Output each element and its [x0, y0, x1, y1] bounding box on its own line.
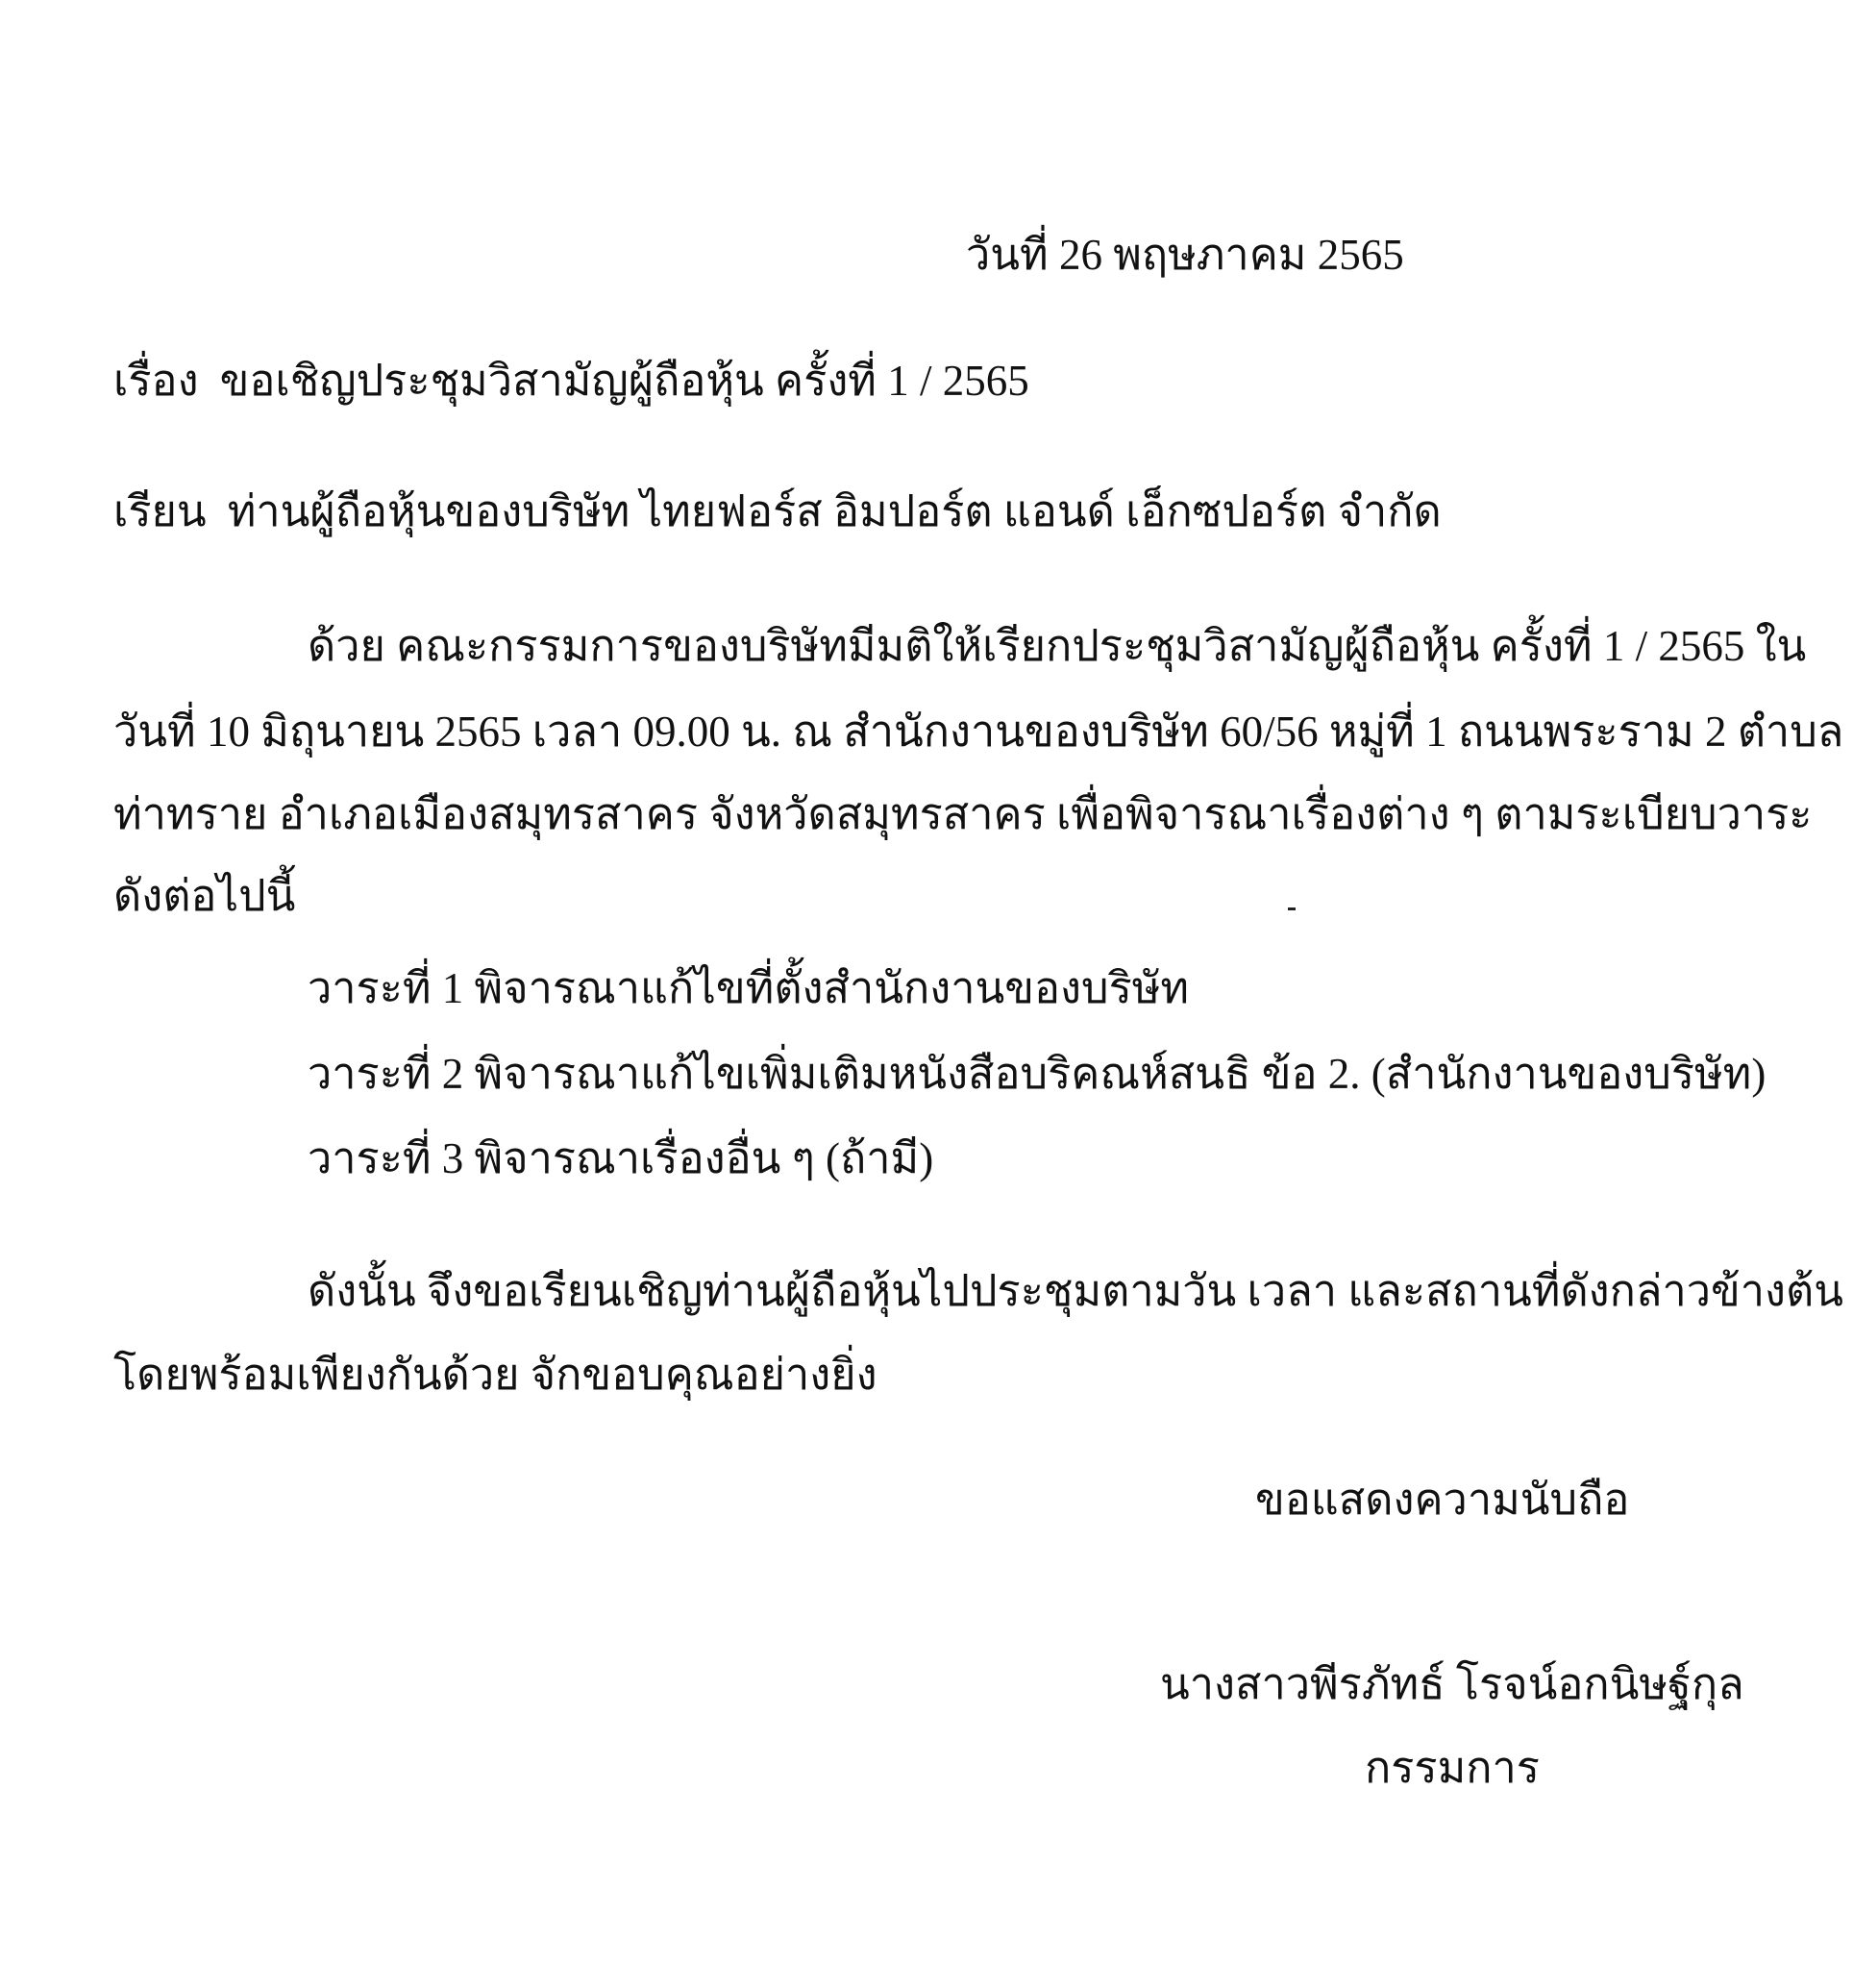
signer-title: กรรมการ: [1365, 1744, 1540, 1792]
salutation-line: [113, 483, 1442, 540]
salutation-text: ท่านผู้ถือหุ้นของบริษัท ไทยฟอร์ส อิมปอร์ต แอนด์ เอ็กซปอร์ต จำกัด: [227, 487, 1442, 535]
subject-label: เรื่อง: [113, 357, 199, 405]
subject-text: ขอเชิญประชุมวิสามัญผู้ถือหุ้น ครั้งที่ 1 / 2565: [219, 357, 1029, 405]
closing-paragraph-line: ดังนั้น จึงขอเรียนเชิญท่านผู้ถือหุ้นไปประชุมตามวัน เวลา และสถานที่ดังกล่าวข้างต้น: [308, 1267, 1843, 1315]
body-paragraph-line: ท่าทราย อำเภอเมืองสมุทรสาคร จังหวัดสมุทรสาคร เพื่อพิจารณาเรื่องต่าง ๆ ตามระเบียบวาระ: [113, 790, 1813, 838]
letter-date: วันที่ 26 พฤษภาคม 2565: [966, 231, 1404, 279]
signer-name: นางสาวพีรภัทธ์ โรจน์อกนิษฐ์กุล: [1160, 1660, 1744, 1708]
salutation-label: เรียน: [113, 487, 207, 535]
closing-paragraph-line: โดยพร้อมเพียงกันด้วย จักขอบคุณอย่างยิ่ง: [113, 1351, 877, 1399]
agenda-item: วาระที่ 3 พิจารณาเรื่องอื่น ๆ (ถ้ามี): [308, 1134, 934, 1182]
scan-speck: [1288, 907, 1296, 910]
subject-line: [113, 352, 1029, 410]
agenda-item: วาระที่ 2 พิจารณาแก้ไขเพิ่มเติมหนังสือบริคณห์สนธิ ข้อ 2. (สำนักงานของบริษัท): [308, 1050, 1767, 1098]
body-paragraph-line: ดังต่อไปนี้: [113, 872, 296, 920]
agenda-item: วาระที่ 1 พิจารณาแก้ไขที่ตั้งสำนักงานของบริษัท: [308, 964, 1190, 1012]
body-paragraph-line: ด้วย คณะกรรมการของบริษัทมีมติให้เรียกประชุมวิสามัญผู้ถือหุ้น ครั้งที่ 1 / 2565 ใน: [308, 622, 1807, 670]
complimentary-close: ขอแสดงความนับถือ: [1255, 1476, 1630, 1524]
body-paragraph-line: วันที่ 10 มิถุนายน 2565 เวลา 09.00 น. ณ สำนักงานของบริษัท 60/56 หมู่ที่ 1 ถนนพระราม 2 ตำบล: [113, 708, 1844, 756]
